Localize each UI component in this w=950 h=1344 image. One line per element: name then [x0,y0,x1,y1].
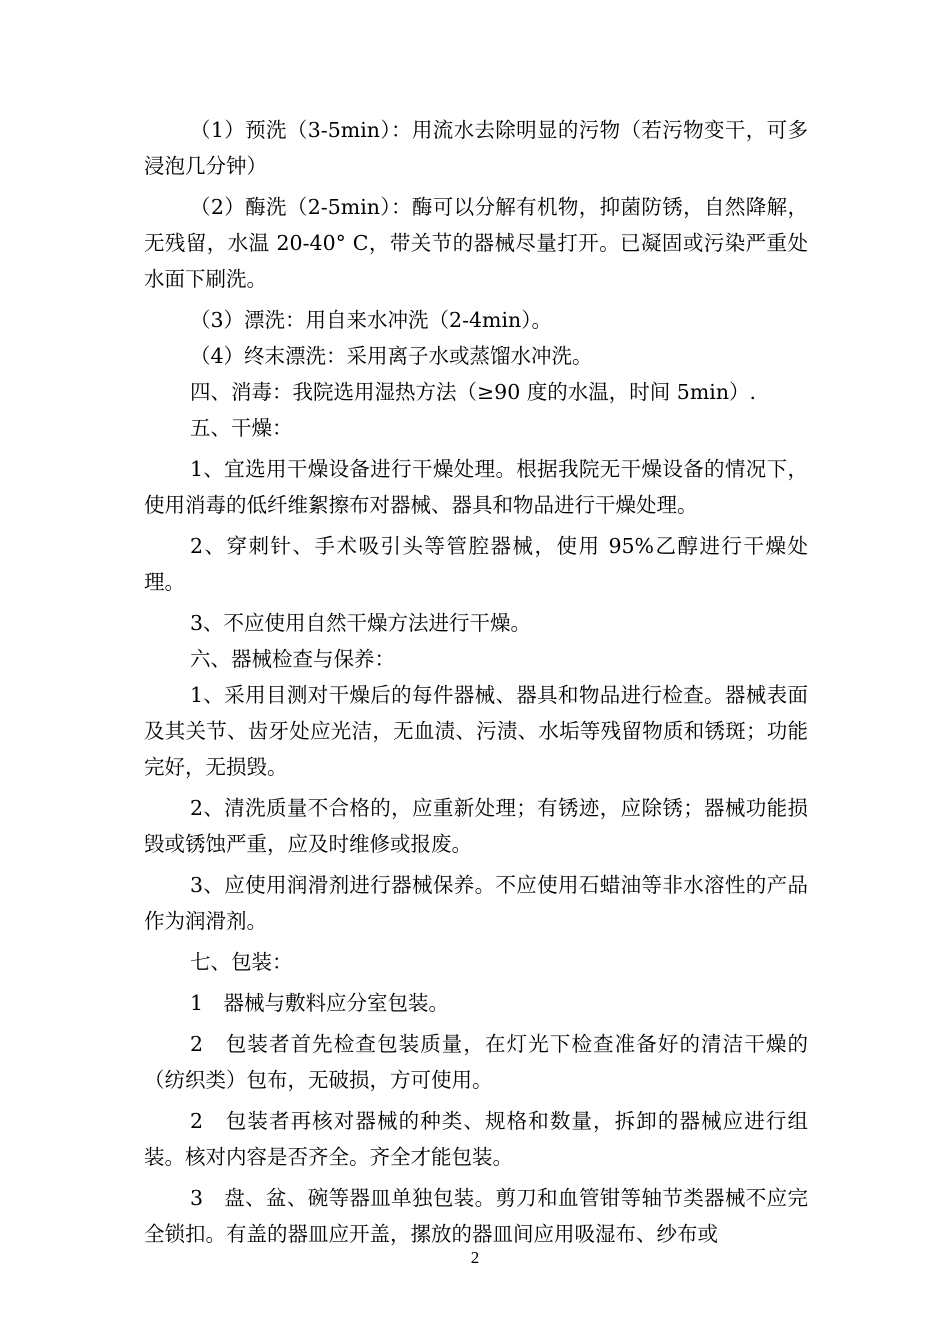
paragraph-drying-1: 1、宜选用干燥设备进行干燥处理。根据我院无干燥设备的情况下，使用消毒的低纤维絮擦布对器械、器具和物品进行干燥处理。 [144,457,808,517]
paragraph-packaging-2: 2 包装者首先检查包装质量，在灯光下检查准备好的清洁干燥的（纺织类）包布，无破损，方可使用。 [144,1032,808,1092]
page-body [144,112,808,1252]
heading-inspection: 六、器械检查与保养： [190,647,395,671]
paragraph-packaging-2b: 2 包装者再核对器械的种类、规格和数量，拆卸的器械应进行组装。核对内容是否齐全。齐全才能包装。 [144,1109,808,1169]
paragraph-drying-2: 2、穿刺针、手术吸引头等管腔器械，使用 95%乙醇进行干燥处理。 [144,534,808,594]
paragraph-drying-3: 3、不应使用自然干燥方法进行干燥。 [190,611,532,635]
heading-disinfection: 四、消毒：我院选用湿热方法（≥90 度的水温，时间 5min）. [190,380,757,404]
paragraph-packaging-3: 3 盘、盆、碗等器皿单独包装。剪刀和血管钳等轴节类器械不应完全锁扣。有盖的器皿应开盖，摞放的器皿间应用吸湿布、纱布或 [144,1186,808,1246]
paragraph-packaging-1: 1 器械与敷料应分室包装。 [190,991,450,1015]
paragraph-rinse: （3）漂洗：用自来水冲洗（2-4min）。 [190,308,553,332]
paragraph-inspection-3: 3、应使用润滑剂进行器械保养。不应使用石蜡油等非水溶性的产品作为润滑剂。 [144,873,808,933]
paragraph-enzyme-wash: （2）酶洗（2-5min）：酶可以分解有机物，抑菌防锈，自然降解，无残留，水温 20-40° C，带关节的器械尽量打开。已凝固或污染严重处水面下刷洗。 [144,195,808,291]
paragraph-final-rinse: （4）终末漂洗：采用离子水或蒸馏水冲洗。 [190,344,593,368]
paragraph-prewash: （1）预洗（3-5min）：用流水去除明显的污物（若污物变干，可多浸泡几分钟） [144,118,808,178]
page-number: 2 [470,1248,480,1267]
paragraph-inspection-2: 2、清洗质量不合格的，应重新处理；有锈迹，应除锈；器械功能损毁或锈蚀严重，应及时维修或报废。 [144,796,808,856]
heading-packaging: 七、包装： [190,950,293,974]
paragraph-inspection-1: 1、采用目测对干燥后的每件器械、器具和物品进行检查。器械表面及其关节、齿牙处应光洁，无血渍、污渍、水垢等残留物质和锈斑；功能完好，无损毁。 [144,683,808,779]
heading-drying: 五、干燥： [190,416,293,440]
